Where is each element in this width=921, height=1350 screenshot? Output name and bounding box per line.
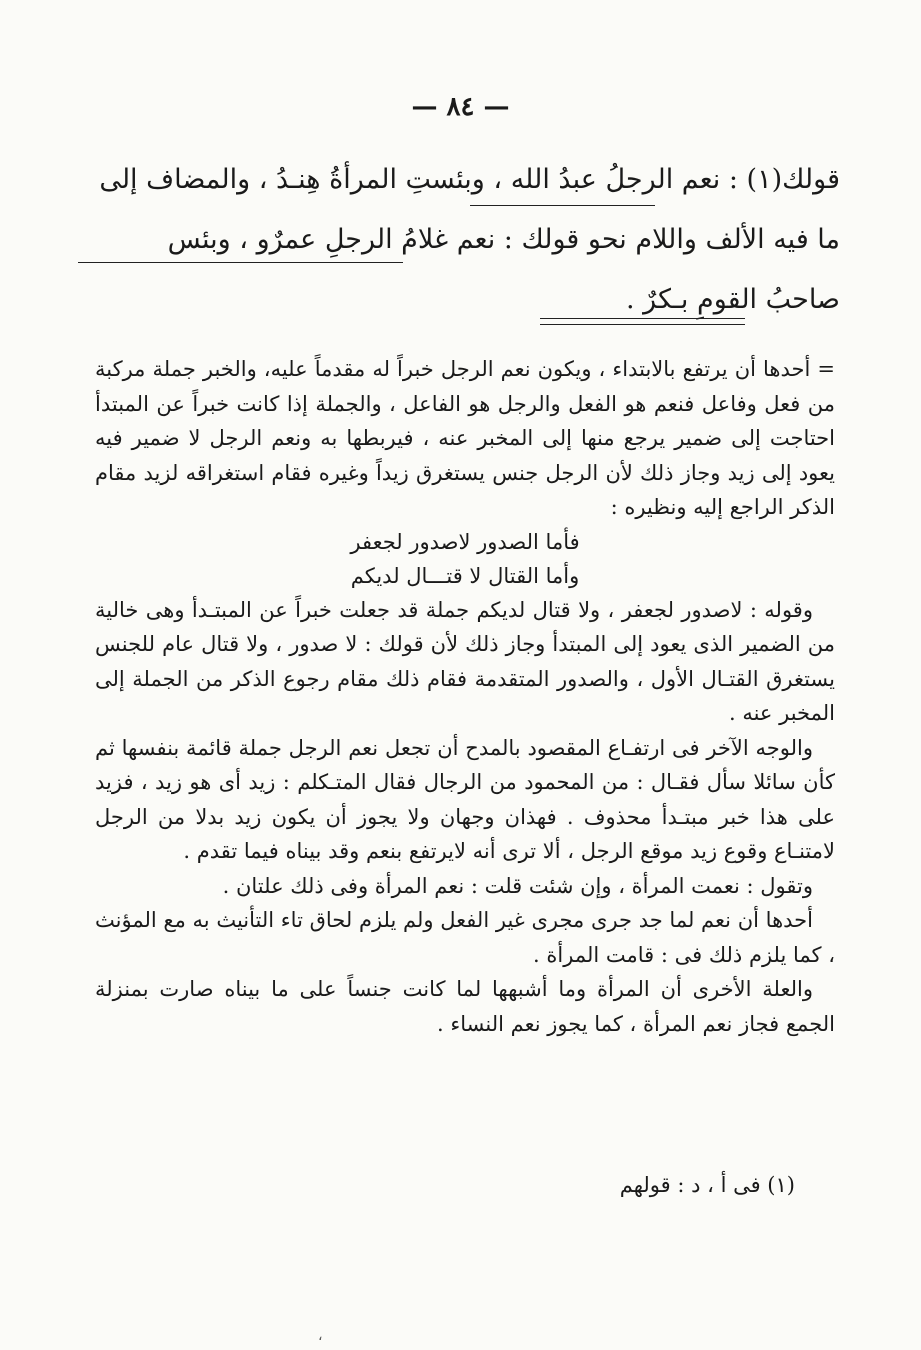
commentary-paragraph: والعلة الأخرى أن المرأة وما أشبهها لما كانت جنساً على ما بيناه صارت بمنزلة الجمع فجاز نعم المرأة ، كما يجوز نعم النساء .: [95, 977, 835, 1036]
verse-line-2: وأما القتال لا قتـــال لديكم: [350, 563, 580, 588]
commentary-paragraph: = أحدها أن يرتفع بالابتداء ، ويكون نعم الرجل خبراً له مقدماً عليه، والخبر جملة مركبة من فعل وفاعل فنعم هو الفعل والرجل هو الفاعل ، والجملة إذا كانت خبراً عن المبتدأ احتاجت إلى ضمير يرجع منها إلى المخبر عنه ، فيربطها به ونعم الرجل لا ضمير فيه يعود إلى زيد وجاز ذلك لأن الرجل جنس يستغرق زيداً وغيره فقام استغراقه لزيد مقام الذكر الراجع إليه ونظيره :: [95, 357, 835, 519]
verse-line-1: فأما الصدور لاصدور لجعفر: [350, 529, 580, 554]
commentary-paragraph: أحدها أن نعم لما جد جرى مجرى غير الفعل ولم يلزم لحاق تاء التأنيث به مع المؤنث ، كما يلزم ذلك فى : قامت المرأة .: [95, 908, 835, 967]
commentary-text: [95, 352, 835, 1041]
bottom-mark: ،: [318, 1328, 323, 1344]
commentary-paragraph: وتقول : نعمت المرأة ، وإن شئت قلت : نعم المرأة وفى ذلك علتان .: [222, 873, 813, 898]
main-text: [80, 150, 840, 330]
footnote: (١) فى أ ، د : قولهم: [619, 1173, 795, 1197]
main-text-line-3: صاحبُ القومِ بـكرٌ .: [626, 284, 840, 315]
underline-rule: [540, 318, 745, 319]
separator-rule: [540, 324, 745, 325]
poetry-verse: [95, 525, 835, 593]
underline-rule: [470, 205, 655, 206]
main-text-line-1: قولك(١) : نعم الرجلُ عبدُ الله ، وبئستِ المرأةُ هِنـدُ ، والمضاف إلى: [99, 164, 840, 195]
underline-rule: [78, 262, 403, 263]
main-text-line-2: ما فيه الألف واللام نحو قولك : نعم غلامُ الرجلِ عمرٌو ، وبئس: [167, 224, 840, 255]
commentary-paragraph: وقوله : لاصدور لجعفر ، ولا قتال لديكم جملة قد جعلت خبراً عن المبتـدأ وهى خالية من الضمير الذى يعود إلى المبتدأ وجاز ذلك لأن قولك : لا صدور ، ولا قتال عام للجنس يستغرق القتـال الأول ، والصدور المتقدمة فقام ذلك مقام رجوع الذكر من الجملة إلى المخبر عنه .: [95, 597, 835, 725]
commentary-paragraph: والوجه الآخر فى ارتفـاع المقصود بالمدح أن تجعل نعم الرجل جملة قائمة بنفسها ثم كأن سائلا سأل فقـال : من المحمود من الرجال فقال المتـكلم : زيد أى هو زيد ، فزيد على هذا خبر مبتـدأ محذوف . فهذان وجهان ولا يجوز أن يكون زيد بدلا من الرجل لامتنـاع وقوع زيد موقع الرجل ، ألا ترى أنه لايرتفع بنعم وقد بيناه فيما تقدم .: [95, 735, 835, 863]
page-number: — ٨٤ —: [411, 92, 510, 122]
